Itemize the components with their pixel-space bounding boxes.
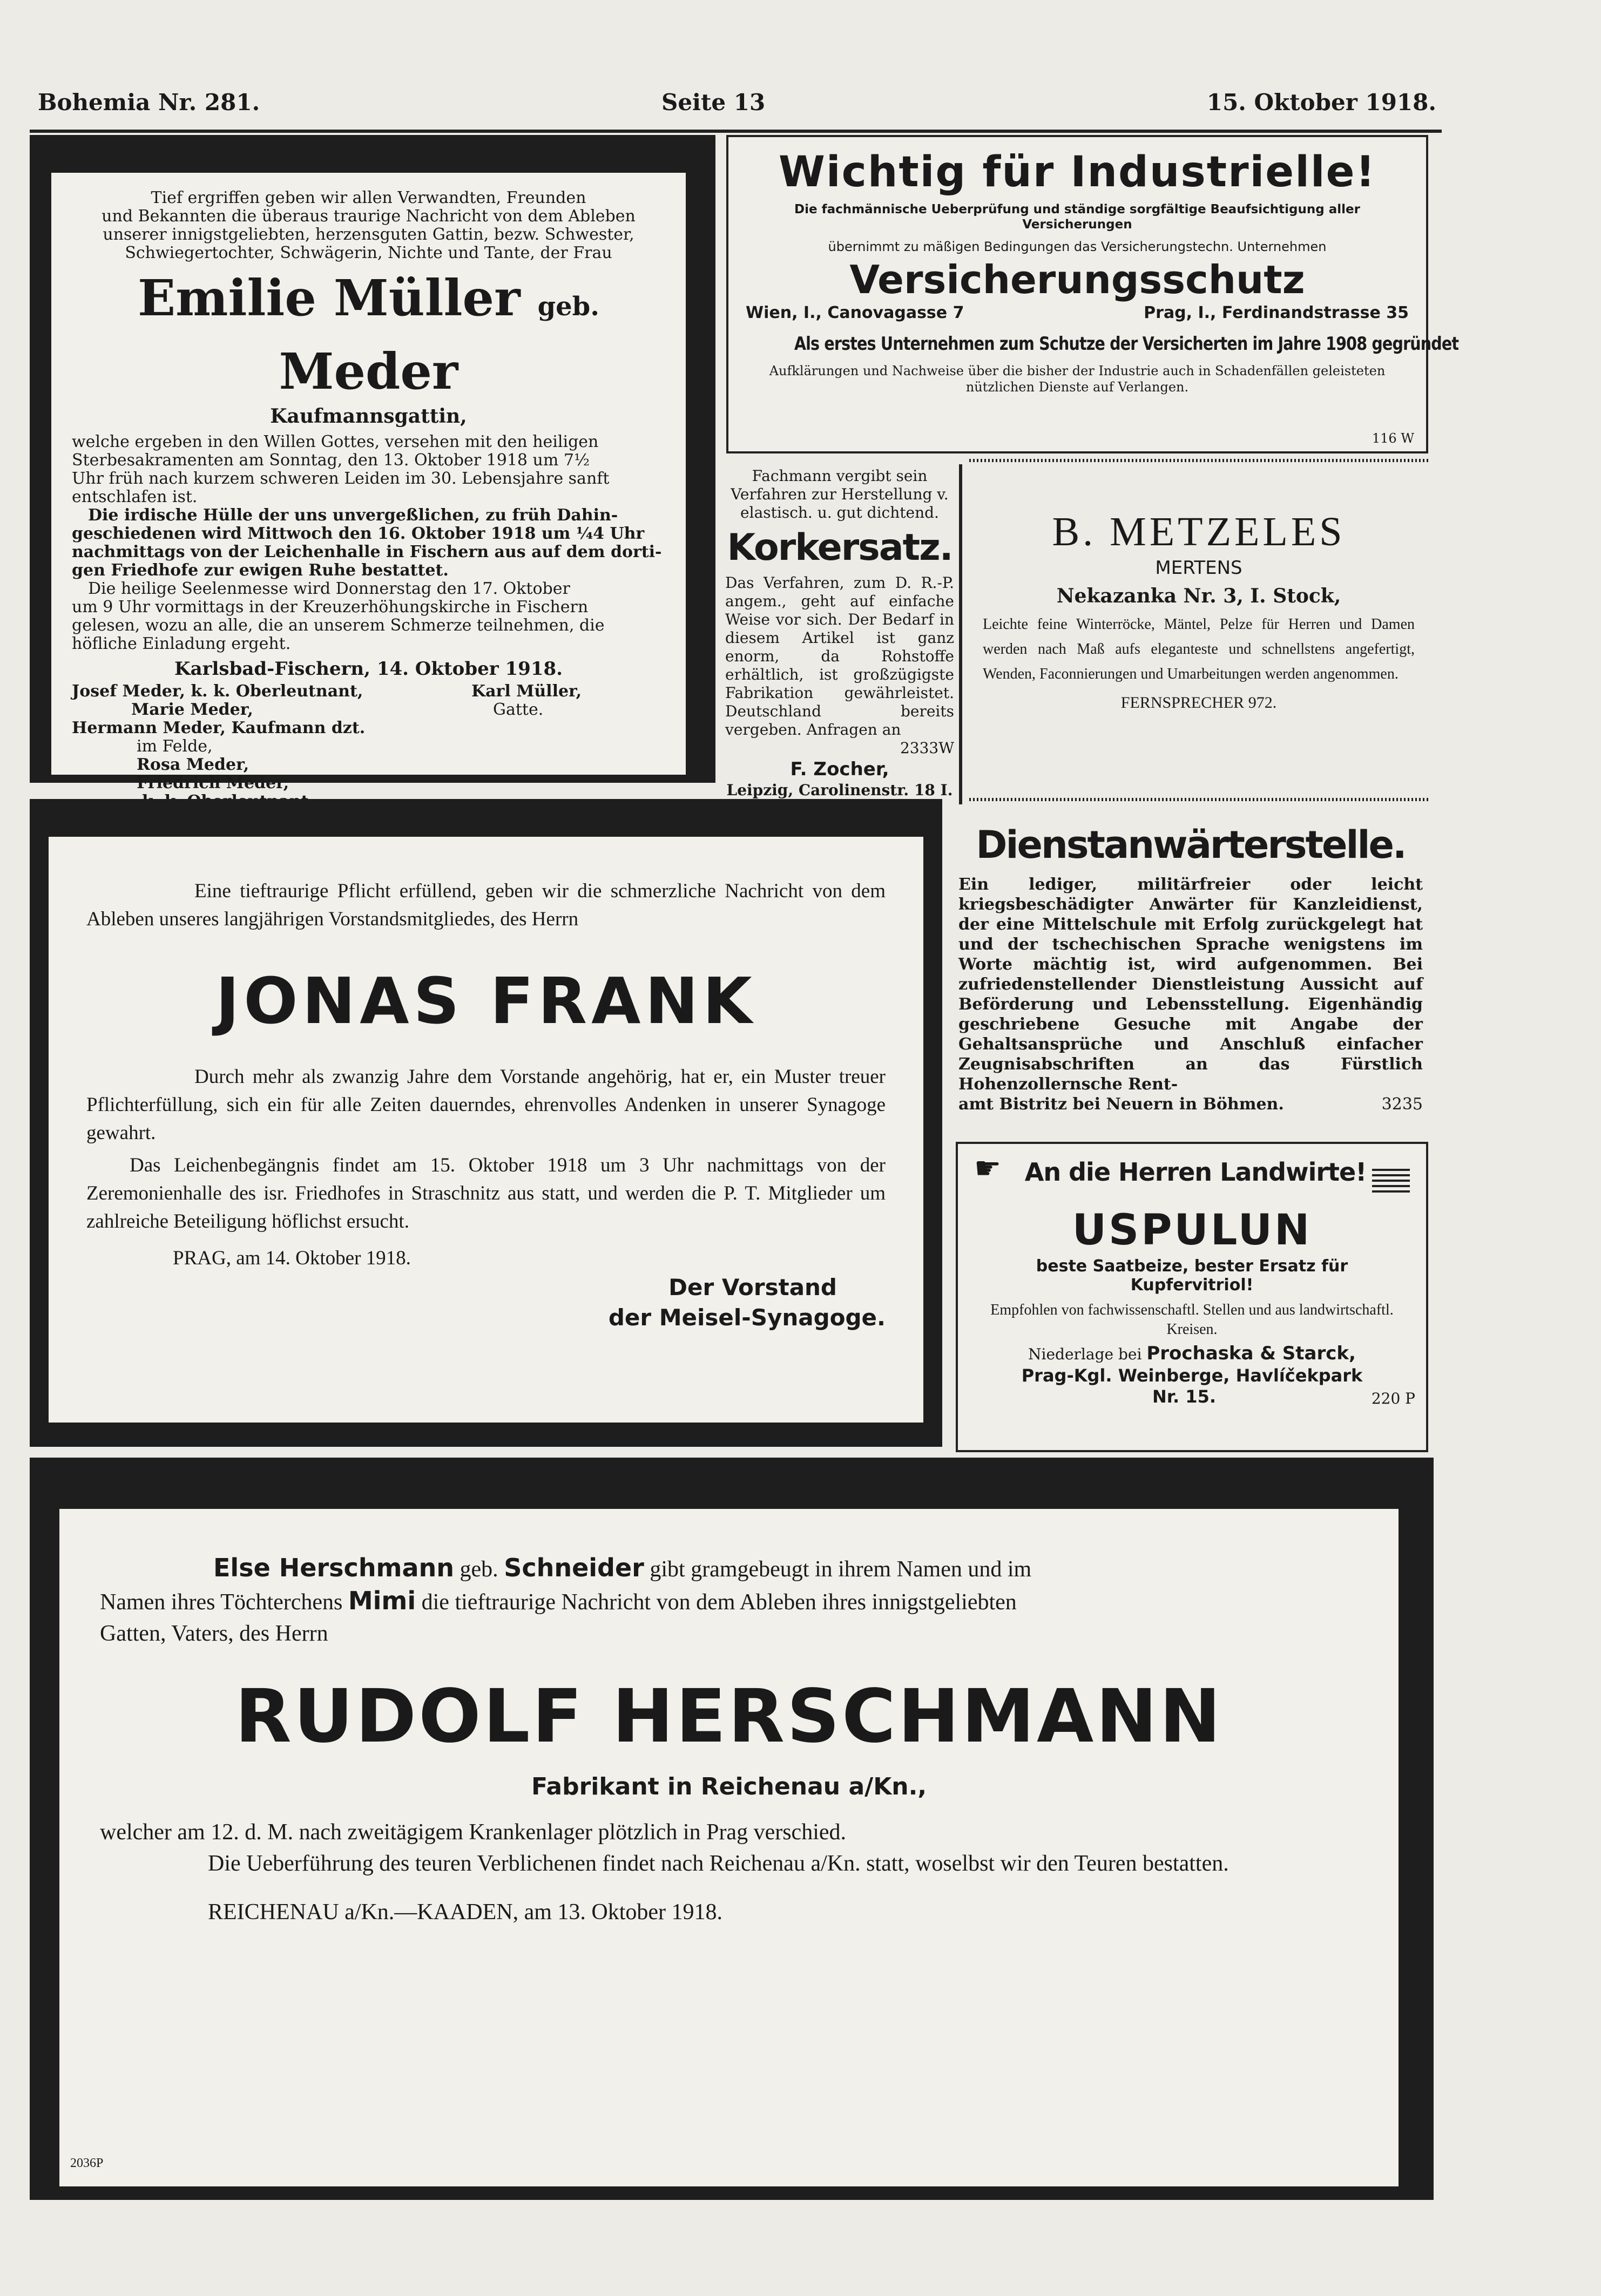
herschmann-paragraph-2: Die Ueberführung des teuren Verblichenen findet nach Reichenau a/Kn. statt, woselbst wir den Teuren bestatten.	[208, 1851, 1229, 1876]
insurance-address-vienna: Wien, I., Canovagasse 7	[746, 303, 964, 322]
mueller-signature-husband: Karl Müller, Gatte.	[471, 682, 582, 719]
frank-obituary	[49, 837, 923, 1423]
uspulun-dealer-line-2: Prag-Kgl. Weinberge, Havlíčekpark	[1021, 1365, 1363, 1386]
korkersatz-contact-name: F. Zocher,	[790, 758, 889, 780]
mueller-name: Emilie Müller geb. Meder	[138, 269, 599, 401]
korkersatz-lead: Fachmann vergibt sein Verfahren zur Herstellung v. elastisch. u. gut dichtend.	[731, 467, 949, 521]
insurance-subtitle: Die fachmännische Ueberprüfung und ständige sorgfältige Beaufsichtigung aller Versicherungen	[794, 202, 1360, 232]
mueller-obituary	[51, 173, 686, 793]
frank-name: JONAS FRANK	[215, 964, 756, 1038]
metzeles-body: Leichte feine Winterröcke, Mäntel, Pelze für Herren und Damen werden nach Maß aufs eleganteste und schnellstens angefertigt, Wenden, Faconnierungen und Umarbeitungen werden angenommen.	[983, 616, 1415, 682]
frank-intro: Eine tieftraurige Pflicht erfüllend, geben wir die schmerzliche Nachricht von dem Ableben unseres langjährigen Vorstandsmitgliedes, des Herrn	[86, 880, 886, 930]
header-date: 15. Oktober 1918.	[1206, 89, 1436, 116]
korkersatz-ad-code: 2333W	[900, 739, 954, 757]
uspulun-ad-code: 220 P	[1371, 1390, 1415, 1407]
metzeles-subname: MERTENS	[1155, 557, 1242, 579]
job-ad	[953, 810, 1428, 1144]
insurance-headline: Versicherungsschutz	[849, 257, 1305, 302]
korkersatz-ad	[721, 462, 958, 804]
frank-signature-2: der Meisel-Synagoge.	[608, 1304, 886, 1331]
divider	[969, 798, 1428, 801]
uspulun-footer	[969, 1387, 1415, 1408]
job-ad-code: 3235	[1381, 1095, 1423, 1114]
frank-signature-1: Der Vorstand	[668, 1274, 837, 1301]
divider	[969, 459, 1428, 462]
korkersatz-contact-city: Leipzig, Carolinenstr. 18 I.	[726, 781, 953, 799]
korkersatz-body: Das Verfahren, zum D. R.-P. angem., geht auf einfache Weise vor sich. Der Bedarf in diesem Artikel ist ganz enorm, da Rohstoffe erhältlich, ist großzügigste Fabrikation gewährleistet. Deutschland bereits vergeben. Anfragen an	[725, 574, 954, 739]
insurance-offer: übernimmt zu mäßigen Bedingungen das Versicherungstechn. Unternehmen	[828, 239, 1327, 254]
uspulun-dealer-line-1: Niederlage bei Prochaska & Starck,	[1028, 1343, 1356, 1364]
job-ad-last-line: amt Bistritz bei Neuern in Böhmen.	[958, 1095, 1284, 1114]
metzeles-ad	[969, 464, 1428, 796]
herschmann-line-1: Else Herschmann geb. Schneider gibt gramgebeugt in ihrem Namen und im	[213, 1553, 1032, 1582]
frank-paragraph-2: Das Leichenbegängnis findet am 15. Oktober 1918 um 3 Uhr nachmittags von der Zeremonienhalle des isr. Friedhofes in Straschnitz aus statt, und werden die P. T. Mitglieder um zahlreiche Beteiligung höflichst ersucht.	[86, 1154, 886, 1232]
page-header	[38, 89, 1436, 127]
metzeles-phone: FERNSPRECHER 972.	[1120, 694, 1277, 712]
herschmann-role: Fabrikant in Reichenau a/Kn.,	[531, 1773, 927, 1800]
header-rule	[30, 130, 1442, 133]
job-ad-body: Ein lediger, militärfreier oder leicht kriegsbeschädigter Anwärter für Kanzleidienst, der eine Mittelschule mit Erfolg zurückgelegt hat und der tschechischen Sprache wenigstens im Worte mächtig ist, wird aufgenommen. Bei zufriedenstellender Dienstleistung Aussicht auf Beförderung und Lebensstellung. Eigenhändig geschriebene Gesuche mit Angabe der Gehaltsansprüche und Anschluß einfacher Zeugnisabschriften an das Fürstlich Hohenzollernsche Rent-	[958, 875, 1423, 1094]
herschmann-obituary	[59, 1509, 1399, 2186]
insurance-founded-banner: Als erstes Unternehmen zum Schutze der Versicherten im Jahre 1908 gegründet	[794, 333, 1459, 355]
uspulun-recommendation: Empfohlen von fachwissenschaftl. Stellen und aus landwirtschaftl. Kreisen.	[990, 1302, 1394, 1338]
mueller-signatures-family: Josef Meder, k. k. Oberleutnant, Marie Meder, Hermann Meder, Kaufmann dzt. im Felde, Rosa Meder, Friedrich Meder,	[72, 682, 366, 793]
herschmann-ad-code: 2036P	[70, 2156, 104, 2170]
mueller-place-date: Karlsbad-Fischern, 14. Oktober 1918.	[174, 658, 563, 680]
herschmann-name: RUDOLF HERSCHMANN	[235, 1674, 1223, 1759]
frank-date: PRAG, am 14. Oktober 1918.	[173, 1247, 411, 1269]
metzeles-name: B. METZELES	[1052, 509, 1346, 554]
job-ad-title: Dienstanwärterstelle.	[976, 823, 1406, 867]
ornament-icon	[1372, 1166, 1410, 1193]
uspulun-title: An die Herren Landwirte!	[1024, 1157, 1367, 1187]
uspulun-dealer-line-3: Nr. 15.	[1152, 1386, 1216, 1407]
insurance-title: Wichtig für Industrielle!	[778, 148, 1376, 197]
korkersatz-title: Korkersatz.	[727, 526, 953, 569]
insurance-addresses	[740, 303, 1414, 325]
mueller-role: Kaufmannsgattin,	[270, 405, 467, 428]
uspulun-tagline-2: Kupfervitriol!	[1130, 1276, 1254, 1295]
insurance-address-prague: Prag, I., Ferdinandstrasse 35	[1144, 303, 1409, 322]
insurance-ad	[726, 135, 1459, 453]
column-divider	[959, 464, 962, 804]
mueller-intro: Tief ergriffen geben wir allen Verwandten, Freunden und Bekannten die überaus traurige Nachricht von dem Ableben unserer innigstgeliebten, herzensguten Gattin, bezw. Schwester, Schwiegertochter, Schwägerin, Nichte und Tante, der Frau	[102, 188, 636, 262]
uspulun-ad	[956, 1142, 1428, 1452]
header-left: Bohemia Nr. 281.	[38, 89, 260, 116]
header-page-number: Seite 13	[661, 89, 766, 116]
uspulun-product: USPULUN	[1072, 1206, 1312, 1255]
insurance-ad-code: 116 W	[1372, 431, 1414, 446]
frank-paragraph-1: Durch mehr als zwanzig Jahre dem Vorstande angehörig, hat er, ein Muster treuer Pflichterfüllung, sich ein für alle Zeiten dauerndes, ehrenvolles Andenken in unserer Synagoge gewahrt.	[86, 1066, 886, 1144]
uspulun-heading	[969, 1151, 1415, 1203]
metzeles-address: Nekazanka Nr. 3, I. Stock,	[1056, 585, 1341, 607]
uspulun-tagline-1: beste Saatbeize, bester Ersatz für	[1036, 1257, 1348, 1276]
herschmann-line-2: Namen ihres Töchterchens Mimi die tieftraurige Nachricht von dem Ableben ihres innigstgeliebten	[100, 1586, 1017, 1615]
pointing-hand-icon: ☛	[974, 1151, 1002, 1186]
herschmann-line-3: Gatten, Vaters, des Herrn	[100, 1621, 328, 1646]
mueller-body: welche ergeben in den Willen Gottes, versehen mit den heiligen Sterbesakramenten am Sonntag, den 13. Oktober 1918 um 7½ Uhr früh nach kurzem schweren Leiden im 30. Lebensjahre sanft entschlafen ist. Die irdische Hülle der uns unvergeßlichen, zu früh Dahin- geschiedenen wird Mittwoch den 16. Oktober 1918 um ¼4 Uhr nachmittags von der Leichenhalle in Fischern aus auf dem dorti- gen Friedhofe zur ewigen Ruhe bestattet. Die heilige Seelenmesse wird Donnerstag den 17. Oktober um 9 Uhr vormittags in der Kreuzerhöhungskirche in Fischern gelesen, wozu an alle, die an unserem Schmerze teilnehmen, die höfliche Einladung ergeht.	[72, 432, 662, 653]
job-ad-footer	[958, 1094, 1423, 1116]
herschmann-paragraph-1: welcher am 12. d. M. nach zweitägigem Krankenlager plötzlich in Prag verschied.	[100, 1820, 847, 1845]
herschmann-place-date: REICHENAU a/Kn.—KAADEN, am 13. Oktober 1918.	[208, 1900, 723, 1925]
insurance-footnote: Aufklärungen und Nachweise über die bisher der Industrie auch in Schadenfällen geleisteten nützlichen Dienste auf Verlangen.	[769, 363, 1386, 395]
